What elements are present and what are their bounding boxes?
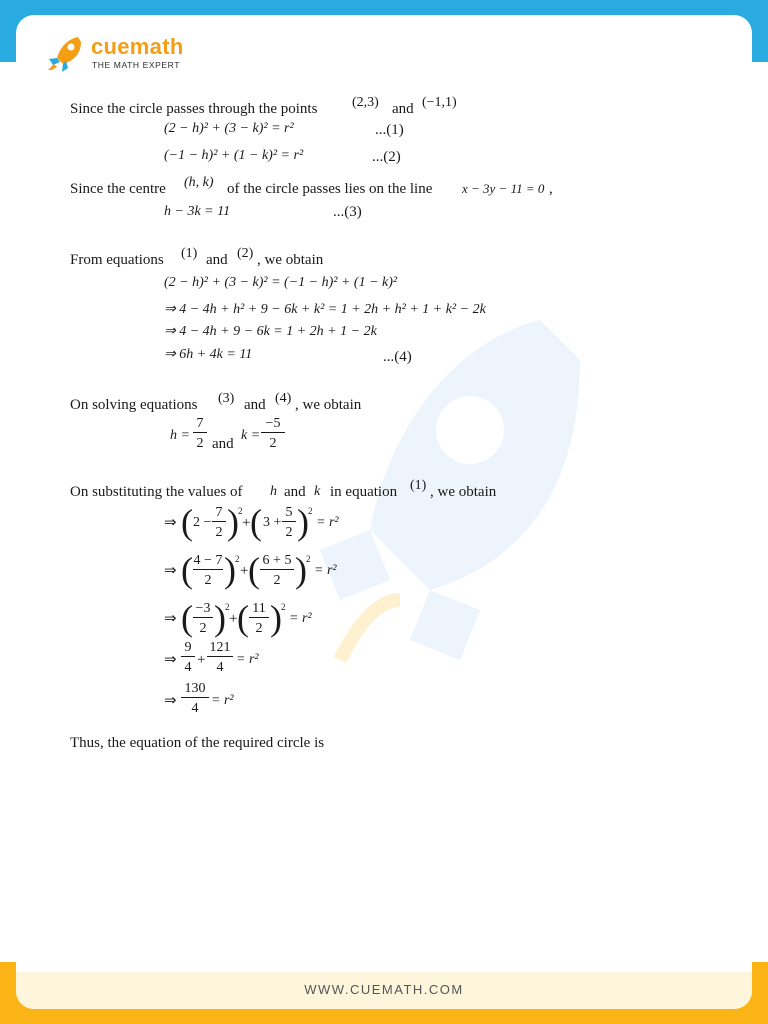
exponent: 2 xyxy=(238,506,243,516)
math-point: (−1,1) xyxy=(422,95,457,110)
implies-arrow: ⇒ xyxy=(164,563,177,579)
paren: ( xyxy=(237,598,249,638)
solution-k: k = xyxy=(241,428,261,443)
fraction-num: 11 xyxy=(249,601,269,618)
exponent: 2 xyxy=(281,602,286,612)
fraction-num: 4 − 7 xyxy=(193,553,223,568)
text-line: On substituting the values of xyxy=(70,484,243,500)
equation-ref: (1) xyxy=(410,478,427,493)
text-comma: , xyxy=(549,181,553,197)
fraction-num: −5 xyxy=(261,416,285,433)
implies-arrow: ⇒ xyxy=(164,611,177,627)
text-word: and xyxy=(392,101,414,117)
paren: ) xyxy=(227,502,239,542)
text-word: and xyxy=(244,397,266,413)
plus-sign: + xyxy=(229,611,238,627)
fraction-num: 6 + 5 xyxy=(260,553,294,570)
equation: h − 3k = 11 xyxy=(164,204,231,219)
fraction-num: 121 xyxy=(207,640,233,657)
text-word: and xyxy=(284,484,306,500)
equation-ref: (4) xyxy=(275,391,292,406)
fraction-num: 9 xyxy=(181,640,195,657)
rhs: = r² xyxy=(289,611,312,626)
brand-tagline: THE MATH EXPERT xyxy=(92,60,181,70)
fraction-num: 7 xyxy=(212,505,226,522)
equation-tag: ...(1) xyxy=(375,122,404,138)
fraction-den: 2 xyxy=(199,621,207,636)
cuemath-rocket-icon xyxy=(44,34,84,74)
rhs: = r² xyxy=(211,693,234,708)
footer-url[interactable]: WWW.CUEMATH.COM xyxy=(304,982,464,997)
equation: ⇒ 4 − 4h + 9 − 6k = 1 + 2h + 1 − 2k xyxy=(164,324,377,339)
equation: (2 − h)² + (3 − k)² = r² xyxy=(164,121,294,136)
fraction-den: 2 xyxy=(204,573,212,588)
paren: ( xyxy=(181,598,193,638)
fraction-den: 4 xyxy=(184,660,192,675)
text-word: and xyxy=(212,436,234,452)
text-line: Since the circle passes through the points xyxy=(70,101,318,117)
text-line: On solving equations xyxy=(70,397,198,413)
paren: ) xyxy=(295,550,307,590)
fraction-num: 5 xyxy=(282,505,296,522)
fraction-den: 2 xyxy=(215,525,223,540)
equation-tag: ...(4) xyxy=(383,349,412,365)
fraction-den: 4 xyxy=(216,660,224,675)
math-var: k xyxy=(314,484,321,499)
rhs: = r² xyxy=(314,563,337,578)
implies-arrow: ⇒ xyxy=(164,652,177,668)
paren: ( xyxy=(248,550,260,590)
fraction-den: 4 xyxy=(191,701,199,716)
paren: ) xyxy=(270,598,282,638)
paren: ) xyxy=(214,598,226,638)
text-line: , we obtain xyxy=(257,252,324,268)
paren: ( xyxy=(181,550,193,590)
math-line: x − 3y − 11 = 0 xyxy=(462,181,545,196)
equation-tag: ...(3) xyxy=(333,204,362,220)
plus-sign: + xyxy=(240,563,249,579)
text-line: , we obtain xyxy=(295,397,362,413)
equation: (2 − h)² + (3 − k)² = (−1 − h)² + (1 − k)² xyxy=(164,275,398,290)
text-word: and xyxy=(206,252,228,268)
paren: ) xyxy=(224,550,236,590)
paren: ( xyxy=(181,502,193,542)
equation-ref: (1) xyxy=(181,246,198,261)
fraction-den: 2 xyxy=(255,621,263,636)
implies-arrow: ⇒ xyxy=(164,693,177,709)
math-var: h xyxy=(270,484,277,499)
math-centre: (h, k) xyxy=(184,175,214,190)
plus-sign: + xyxy=(197,652,206,668)
fraction-num: −3 xyxy=(193,601,213,618)
math-term: 3 + xyxy=(263,515,282,530)
solution-h: h = xyxy=(170,428,190,443)
text-line: , we obtain xyxy=(430,484,497,500)
exponent: 2 xyxy=(235,554,240,564)
exponent: 2 xyxy=(308,506,313,516)
text-line: of the circle passes lies on the line xyxy=(227,181,433,197)
math-term: 2 − xyxy=(193,515,212,530)
rhs: = r² xyxy=(316,515,339,530)
fraction-num: 130 xyxy=(181,681,209,698)
brand-name[interactable]: cuemath xyxy=(91,34,184,59)
equation: ⇒ 4 − 4h + h² + 9 − 6k + k² = 1 + 2h + h² + 1 + k² − 2k xyxy=(164,302,486,317)
implies-arrow: ⇒ xyxy=(164,515,177,531)
equation-ref: (2) xyxy=(237,246,254,261)
fraction-den: 2 xyxy=(196,436,204,451)
math-point: (2,3) xyxy=(352,95,379,110)
fraction-num: 7 xyxy=(193,416,207,433)
exponent: 2 xyxy=(306,554,311,564)
exponent: 2 xyxy=(225,602,230,612)
rhs: = r² xyxy=(236,652,259,667)
fraction-den: 2 xyxy=(269,436,277,451)
fraction-den: 2 xyxy=(285,525,293,540)
equation-tag: ...(2) xyxy=(372,149,401,165)
equation-ref: (3) xyxy=(218,391,235,406)
equation: ⇒ 6h + 4k = 11 xyxy=(164,347,253,362)
equation: (−1 − h)² + (1 − k)² = r² xyxy=(164,148,304,163)
plus-sign: + xyxy=(242,515,251,531)
paren: ( xyxy=(250,502,262,542)
text-line: Thus, the equation of the required circle is xyxy=(70,735,325,751)
text-line: in equation xyxy=(330,484,398,500)
text-line: From equations xyxy=(70,252,164,268)
text-line: Since the centre xyxy=(70,181,166,197)
fraction-den: 2 xyxy=(273,573,281,588)
paren: ) xyxy=(297,502,309,542)
